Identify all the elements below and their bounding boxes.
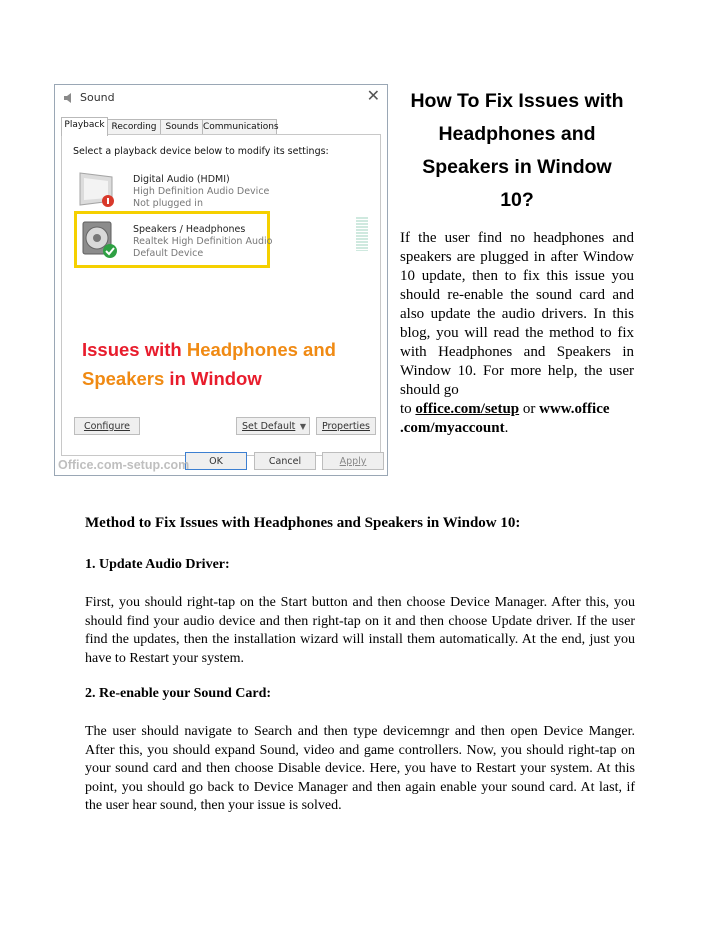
office-setup-link[interactable]: office.com/setup — [415, 401, 520, 417]
device-status: Default Device — [133, 248, 204, 259]
device-driver: High Definition Audio Device — [133, 186, 270, 197]
step1-heading: 1. Update Audio Driver: — [85, 557, 230, 572]
playback-panel — [61, 134, 381, 456]
monitor-speaker-icon — [76, 169, 116, 209]
device-name[interactable]: Speakers / Headphones — [133, 224, 246, 235]
page-title: How To Fix Issues with Headphones and Speakers in Window 10? — [410, 90, 624, 211]
apply-button[interactable]: Apply — [322, 452, 384, 470]
intro-paragraph: If the user find no headphones and speakers are plugged in after Window 10 update, then to fix this issue you should re-enable the sound card and also update the audio drivers. In this blog, you will read the method to fix with Headphones and Speakers in Window 10. For more help, the user should go to office.com/setup or www.office .com/myaccount. — [400, 230, 634, 436]
step1-paragraph: First, you should right-tap on the Start button and then choose Device Manager. After this, you should find your audio device and then right-tap on it and then choose Update driver. If the user find the updates, then the installation wizard will install them automatically. At the end, just you have to Restart your system. — [85, 595, 635, 666]
volume-meter — [356, 217, 368, 251]
watermark: Office.com-setup.com — [58, 458, 190, 472]
myaccount-link[interactable]: www.office .com/myaccount — [400, 401, 610, 436]
close-icon[interactable]: ✕ — [366, 86, 380, 105]
sound-dialog-image — [54, 84, 388, 476]
speaker-icon — [78, 219, 118, 259]
set-default-button[interactable]: Set Default ▼ — [236, 417, 310, 435]
speaker-icon — [63, 92, 75, 104]
tab-recording[interactable]: Recording — [106, 119, 162, 135]
dialog-titlebar — [55, 85, 387, 111]
tab-communications[interactable]: Communications — [202, 119, 277, 135]
device-name: Digital Audio (HDMI) — [133, 174, 230, 185]
tab-playback[interactable]: Playback — [61, 117, 108, 136]
cancel-button[interactable]: Cancel — [254, 452, 316, 470]
instruction-text: Select a playback device below to modify its settings: — [73, 146, 329, 157]
step2-paragraph: The user should navigate to Search and then type devicemngr and then open Device Manger. After this, you should expand Sound, video and game controllers. Now, you should right-tap on your sound card and then choose Disable device. Here, you have to Restart your system. At this point, you should go back to Device Manager and then again enable your sound card. At last, if the user hear sound, then your issue is solved. — [85, 724, 635, 813]
device-status: Not plugged in — [133, 198, 203, 209]
dialog-title: Sound — [80, 91, 115, 104]
ok-button[interactable]: OK — [185, 452, 247, 470]
device-driver: Realtek High Definition Audio — [133, 236, 273, 247]
method-heading: Method to Fix Issues with Headphones and Speakers in Window 10: — [85, 515, 521, 531]
callout-text: Issues with Headphones and Speakers in Window — [82, 339, 336, 389]
step2-heading: 2. Re-enable your Sound Card: — [85, 686, 272, 701]
properties-button[interactable]: Properties — [316, 417, 376, 435]
chevron-down-icon[interactable]: ▼ — [299, 422, 306, 431]
configure-button[interactable]: Configure — [74, 417, 140, 435]
tab-sounds[interactable]: Sounds — [160, 119, 204, 135]
